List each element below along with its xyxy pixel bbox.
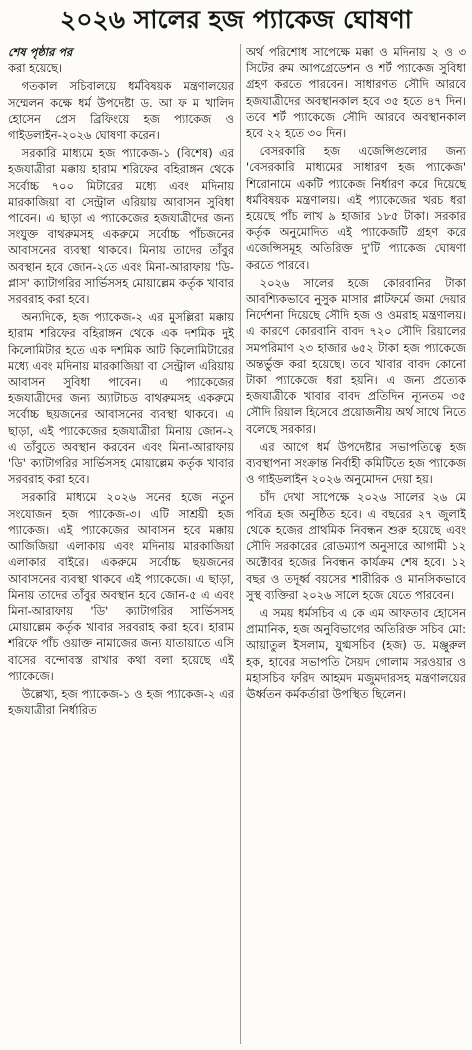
article-column-left [8, 44, 234, 1046]
column-divider [240, 44, 241, 1044]
paragraph: এ সময় ধর্মসচিব এ কে এম আফতাব হোসেন প্রামানিক, হজ অনুবিভাগের অতিরিক্ত সচিব মো: আয়াতুল ইসলাম, যুগ্মসচিব (হজ) ড. মঞ্জুরুল হক, হাবের সভাপতি সৈয়দ গোলাম সরওয়ার ও মহাসচিব ফরিদ আহমদ মজুমদারসহ মন্ত্রণালয়ের ঊর্ধ্বতন কর্মকর্তারা উপস্থিত ছিলেন। [246, 605, 466, 701]
paragraph: গতকাল সচিবালয়ে ধর্মবিষয়ক মন্ত্রণালয়ের সম্মেলন কক্ষে ধর্ম উপদেষ্টা ড. আ ফ ম খালিদ হোসেন প্রেস ব্রিফিংয়ে হজ প্যাকেজ ও গাইডলাইন-২০২৬ ঘোষণা করেন। [8, 79, 234, 143]
paragraph: বেসরকারি হজ এজেন্সিগুলোর জন্য 'বেসরকারি মাধ্যমের সাধারণ হজ প্যাকেজ' শিরোনামে একটি প্যাকেজ নির্ধারণ করে দিয়েছে ধর্মবিষয়ক মন্ত্রণালয়। এই প্যাকেজের খরচ ধরা হয়েছে পাঁচ লাখ ৯ হাজার ১৮৫ টাকা। সরকার কর্তৃক অনুমোদিত এই প্যাকেজটি গ্রহণ করে এজেন্সিসমূহ অতিরিক্ত দু'টি প্যাকেজ ঘোষণা করতে পারবে। [246, 144, 466, 272]
paragraph: উল্লেখ্য, হজ প্যাকেজ-১ ও হজ প্যাকেজ-২ এর হজযাত্রীরা নির্ধারিত [8, 686, 234, 718]
continued-from-label: শেষ পৃষ্ঠার পর [8, 45, 73, 59]
paragraph: অর্থ পরিশোধ সাপেক্ষে মক্কা ও মদিনায় ২ ও ৩ সিটের রুম আপগ্রেডেশন ও শর্ট প্যাকেজ সুবিধা গ্রহণ করতে পারবেন। সাধারণত সৌদি আরবে হজযাত্রীদের অবস্থানকাল হবে ৩৫ হতে ৪৭ দিন। তবে শর্ট প্যাকেজে সৌদি আরবে অবস্থানকাল হবে ২২ হতে ৩০ দিন। [246, 45, 466, 141]
paragraph: এর আগে ধর্ম উপদেষ্টার সভাপতিত্বে হজ ব্যবস্থাপনা সংক্রান্ত নির্বাহী কমিটিতে হজ প্যাকেজ ও গাইডলাইন ২০২৬ অনুমোদন দেয়া হয়। [246, 439, 466, 487]
paragraph: চাঁদ দেখা সাপেক্ষে ২০২৬ সালের ২৬ মে পবিত্র হজ অনুষ্ঠিত হবে। এ বছরের ২৭ জুলাই থেকে হজের প্রাথমিক নিবন্ধন শুরু হয়েছে এবং সৌদি সরকারের রোডম্যাপ অনুসারে আগামী ১২ অক্টোবর হজের নিবন্ধন কার্যক্রম শেষ হবে। ১২ বছর ও তদূর্ধ্ব বয়সের শারীরিক ও মানসিকভাবে সুস্থ ব্যক্তিরা ২০২৬ সালে হজে যেতে পারবেন। [246, 490, 466, 602]
paragraph: ২০২৬ সালের হজে কোরবানির টাকা আবশ্যিকভাবে নুসুক মাসার প্লাটফর্মে জমা দেয়ার নির্দেশনা দিয়েছে সৌদি হজ ও ওমরাহ মন্ত্রণালয়। এ কারণে কোরবানি বাবদ ৭২০ সৌদি রিয়ালের সমপরিমাণ ২৩ হাজার ৬৫২ টাকা হজ প্যাকেজে অন্তর্ভুক্ত করা হয়েছে। তবে খাবার বাবদ কোনো টাকা প্যাকেজে ধরা হয়নি। এ জন্য প্রত্যেক হজযাত্রীকে খাবার বাবদ প্রতিদিন ন্যূনতম ৩৫ সৌদি রিয়াল হিসেবে প্রয়োজনীয় অর্থ সাথে নিতে বলেছে সরকার। [246, 275, 466, 436]
paragraph: অন্যদিকে, হজ প্যাকেজ-২ এর মুসল্লিরা মক্কায় হারাম শরিফের বহিরাঙ্গন থেকে এক দশমিক দুই কিলোমিটার হতে এক দশমিক আট কিলোমিটারের মধ্যে এবং মদিনায় মারকাজিয়া বা সেন্ট্রাল এরিয়ায় আবাসন সুবিধা পাবেন। এ প্যাকেজের হজযাত্রীদের জন্য অ্যাটাচড বাথরুমসহ একরুমে সর্বোচ্চ ছয়জনের আবাসনের ব্যবস্থা থাকবে। এ ছাড়া, এই প্যাকেজের হজযাত্রীরা মিনায় জোন-২ এ তাঁবুতে অবস্থান করবেন এবং মিনা-আরাফায় 'ডি' ক্যাটাগরির সার্ভিসসহ মোয়াল্লেম কর্তৃক খাবার সরবরাহ করা হবে। [8, 310, 234, 487]
paragraph: করা হয়েছে। [8, 61, 62, 76]
paragraph: সরকারি মাধ্যমে হজ প্যাকেজ-১ (বিশেষ) এর হজযাত্রীরা মক্কায় হারাম শরিফের বহিরাঙ্গন থেকে সর্বোচ্চ ৭০০ মিটারের মধ্যে এবং মদিনায় মারকাজিয়া বা সেন্ট্রাল এরিয়ায় আবাসন সুবিধা পাবেন। এ ছাড়া এ প্যাকেজের হজযাত্রীদের জন্য সংযুক্ত বাথরুমসহ একরুমে সর্বোচ্চ পাঁচজনের আবাসনের ব্যবস্থা থাকবে। মিনায় তাদের তাঁবুর অবস্থান হবে জোন-২তে এবং মিনা-আরাফায় 'ডি-প্লাস' ক্যাটাগরির সার্ভিসসহ মোয়াল্লেম কর্তৃক খাবার সরবরাহ করা হবে। [8, 146, 234, 307]
article-column-right [246, 44, 466, 1046]
paragraph: সরকারি মাধ্যমে ২০২৬ সনের হজে নতুন সংযোজন হজ প্যাকেজ-৩। এটি সাশ্রয়ী হজ প্যাকেজ। এই প্যাকেজের আবাসন হবে মক্কায় আজিজিয়া এলাকায় এবং মদিনায় মারকাজিয়া এলাকার বাইরে। একরুমে সর্বোচ্চ ছয়জনের আবাসনের ব্যবস্থা থাকবে এই প্যাকেজে। এ ছাড়া, মিনায় তাদের তাঁবুর অবস্থান হবে জোন-৫ এ এবং মিনা-আরাফায় 'ডি' ক্যাটাগরির সার্ভিসসহ মোয়াল্লেম কর্তৃক খাবার সরবরাহ করা হবে। হারাম শরিফে পাঁচ ওয়াক্ত নামাজের জন্য যাতায়াতে এসি বাসের বন্দোবস্ত রাখার কথা বলা হয়েছে এই প্যাকেজে। [8, 490, 234, 683]
headline: ২০২৬ সালের হজ প্যাকেজ ঘোষণা [60, 5, 412, 34]
